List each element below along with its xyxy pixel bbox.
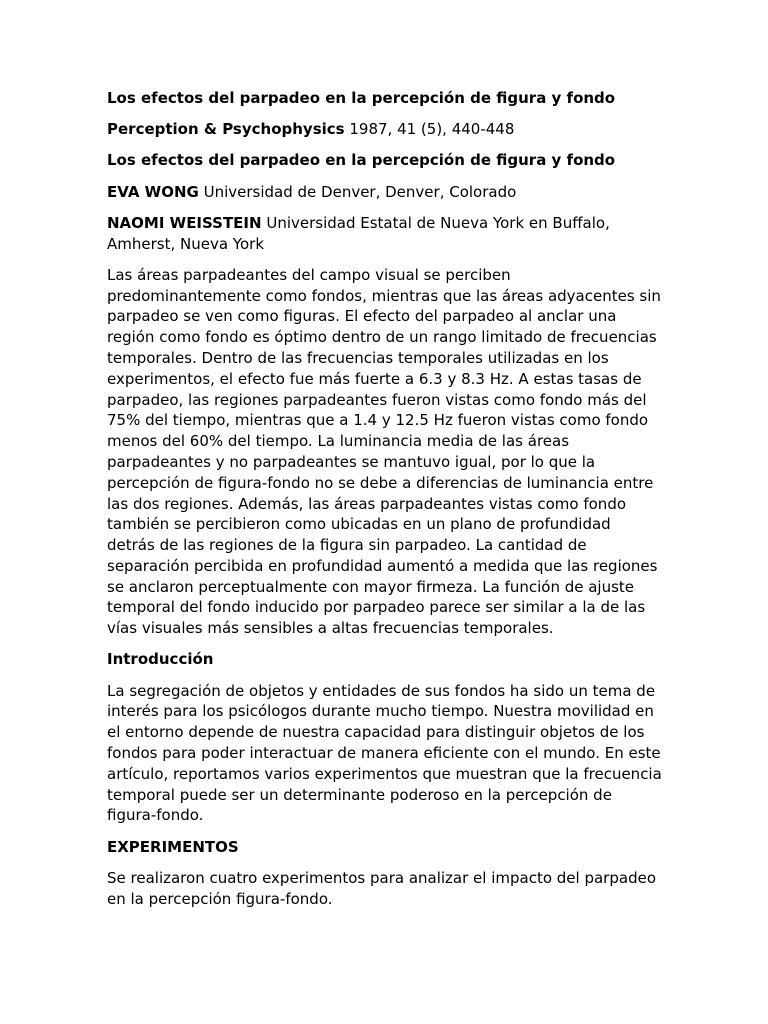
journal-name: Perception & Psychophysics bbox=[107, 120, 345, 139]
document-subtitle: Los efectos del parpadeo en la percepción de figura y fondo bbox=[107, 151, 616, 170]
section-heading-introduction: Introducción bbox=[107, 650, 214, 669]
abstract-paragraph: Las áreas parpadeantes del campo visual se perciben predominantemente como fondos, mientras que las áreas adyacentes sin parpadeo se ven como figuras. El efecto del parpadeo al anclar una región como fondo es óptimo dentro de un rango limitado de frecuencias temporales. Dentro de las frecuencias temporales utilizadas en los experimentos, el efecto fue más fuerte a 6.3 y 8.3 Hz. A estas tasas de parpadeo, las regiones parpadeantes fueron vistas como fondo más del 75% del tiempo, mientras que a 1.4 y 12.5 Hz fueron vistas como fondo menos del 60% del tiempo. La luminancia media de las áreas parpadeantes y no parpadeantes se mantuvo igual, por lo que la percepción de figura-fondo no se debe a diferencias de luminancia entre las dos regiones. Además, las áreas parpadeantes vistas como fondo también se percibieron como ubicadas en un plano de profundidad detrás de las regiones de la figura sin parpadeo. La cantidad de separación percibida en profundidad aumentó a medida que las regiones se anclaron perceptualmente con mayor firmeza. La función de ajuste temporal del fondo inducido por parpadeo parece ser similar a la de las vías visuales más sensibles a altas frecuencias temporales. bbox=[107, 265, 661, 638]
journal-details: 1987, 41 (5), 440-448 bbox=[344, 120, 515, 139]
author-entry bbox=[107, 213, 663, 255]
journal-citation bbox=[107, 119, 663, 140]
section-body-introduction: La segregación de objetos y entidades de sus fondos ha sido un tema de interés para los psicólogos durante mucho tiempo. Nuestra movilidad en el entorno depende de nuestra capacidad para distinguir objetos de los fondos para poder interactuar de manera eficiente con el mundo. En este artículo, reportamos varios experimentos que muestran que la frecuencia temporal puede ser un determinante poderoso en la percepción de figura-fondo. bbox=[107, 681, 662, 825]
section-heading-experiments: EXPERIMENTOS bbox=[107, 837, 239, 856]
document-title: Los efectos del parpadeo en la percepción de figura y fondo bbox=[107, 89, 616, 107]
document-page bbox=[107, 88, 663, 920]
section-body-experiments: Se realizaron cuatro experimentos para analizar el impacto del parpadeo en la percepción figura-fondo. bbox=[107, 868, 656, 908]
author-affiliation: Universidad Estatal de Nueva York en Buffalo, Amherst, Nueva York bbox=[107, 213, 610, 253]
author-name: NAOMI WEISSTEIN bbox=[107, 213, 262, 232]
author-name: EVA WONG bbox=[107, 182, 199, 201]
author-affiliation: Universidad de Denver, Denver, Colorado bbox=[198, 182, 517, 201]
author-entry bbox=[107, 182, 663, 203]
